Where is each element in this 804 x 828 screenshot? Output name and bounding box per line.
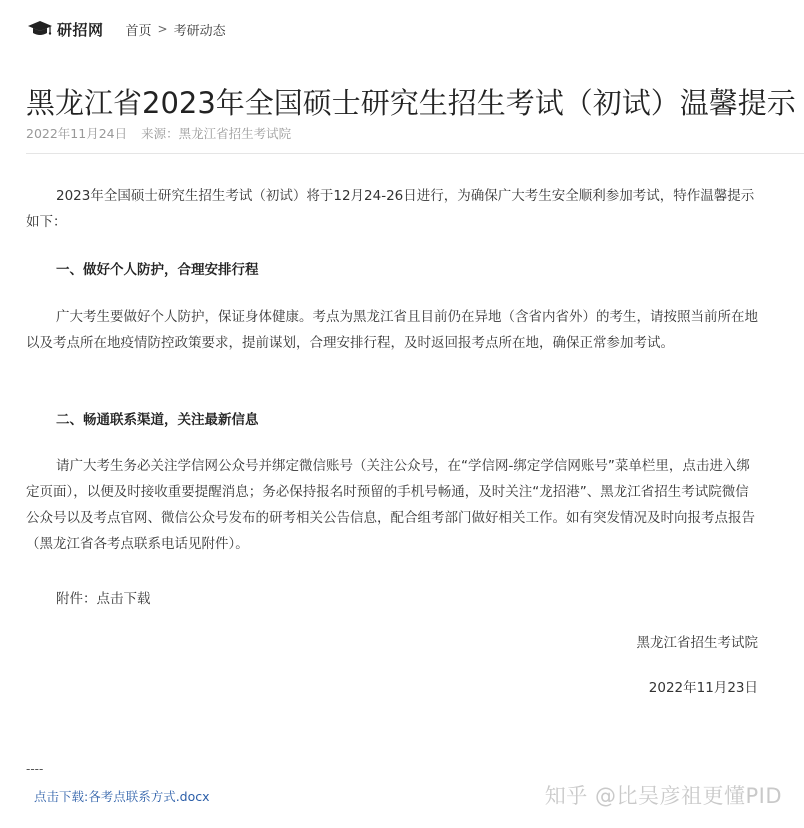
article-source: 来源：黑龙江省招生考试院 [141, 126, 292, 141]
title-divider [26, 153, 804, 154]
watermark: 知乎 @比吴彦祖更懂PID [544, 784, 782, 808]
intro-paragraph: 2023年全国硕士研究生招生考试（初试）将于12月24-26日进行，为确保广大考生安全顺利参加考试，特作温馨提示如下： [26, 188, 755, 230]
top-bar [27, 18, 226, 40]
footer-dashes: ---- [26, 762, 44, 776]
signature-date: 2022年11月23日 [648, 680, 758, 696]
attachment-download-link[interactable]: 点击下载:各考点联系方式.docx [34, 789, 210, 804]
page-title: 黑龙江省2023年全国硕士研究生招生考试（初试）温馨提示 [26, 86, 796, 121]
site-logo[interactable] [27, 19, 104, 40]
graduation-cap-icon [27, 20, 53, 38]
breadcrumb [126, 20, 226, 39]
attachment-line[interactable]: 附件：点击下载 [56, 591, 151, 607]
section-heading-1: 一、做好个人防护，合理安排行程 [56, 262, 259, 278]
signature-org: 黑龙江省招生考试院 [636, 635, 758, 651]
section-paragraph-2: 请广大考生务必关注学信网公众号并绑定微信账号（关注公众号，在“学信网-绑定学信网账号”菜单栏里，点击进入绑定页面），以便及时接收重要提醒消息；务必保持报名时预留的手机号畅通，及时关注“龙招港”、黑龙江省招生考试院微信公众号以及考点官网、微信公众号发布的研考相关公告信息，配合组考部门做好相关工作。如有突发情况及时向报考点报告（黑龙江省各考点联系电话见附件）。 [26, 458, 755, 552]
breadcrumb-separator: > [157, 22, 168, 36]
breadcrumb-news[interactable]: 考研动态 [173, 23, 226, 39]
article-meta [26, 124, 291, 142]
breadcrumb-home[interactable]: 首页 [125, 23, 152, 39]
section-heading-2: 二、畅通联系渠道，关注最新信息 [56, 412, 259, 428]
article-date: 2022年11月24日 [26, 126, 128, 141]
section-paragraph-1: 广大考生要做好个人防护，保证身体健康。考点为黑龙江省且目前仍在异地（含省内省外）的考生，请按照当前所在地以及考点所在地疫情防控政策要求，提前谋划，合理安排行程，及时返回报考点所在地，确保正常参加考试。 [26, 309, 758, 351]
logo-text: 研招网 [57, 20, 104, 39]
